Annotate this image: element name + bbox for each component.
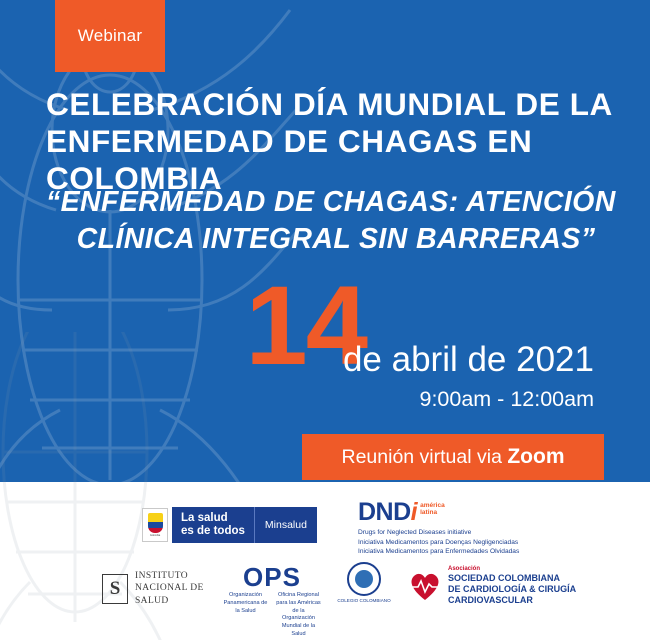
ins-name-line2: NACIONAL DE	[135, 583, 204, 594]
event-date-details	[343, 342, 594, 412]
flag-caption: Colombia	[149, 534, 161, 537]
title-line-1: CELEBRACIÓN DÍA MUNDIAL DE LA	[46, 86, 613, 122]
dndi-region	[420, 502, 445, 516]
ops-acronym: OPS	[243, 562, 301, 592]
dndi-tagline-pt: Iniciativa Medicamentos para Doenças Negligenciadas	[358, 538, 519, 546]
meeting-platform-banner[interactable]	[302, 434, 604, 480]
logo-colegio-colombiano	[336, 562, 392, 604]
dndi-brand-text: DND	[358, 498, 411, 526]
title-line-2: ENFERMEDAD DE CHAGAS EN COLOMBIA	[46, 123, 533, 197]
scc-line2: DE CARDIOLOGÍA & CIRUGÍA	[448, 583, 577, 594]
ins-monogram-icon: S	[102, 574, 128, 604]
webinar-badge	[55, 0, 165, 72]
dndi-tagline-es: Iniciativa Medicamentos para Enfermedades Olvidadas	[358, 548, 520, 556]
page-subtitle	[46, 184, 626, 258]
ins-name	[135, 570, 204, 607]
meeting-platform-text	[342, 445, 565, 469]
minsalud-slogan-line1: La salud	[181, 512, 228, 525]
dndi-region-line1: américa	[420, 501, 445, 509]
logo-sociedad-colombiana-cardiologia	[408, 566, 576, 606]
event-month-year: de abril de 2021	[342, 340, 594, 379]
scc-line3: CARDIOVASCULAR	[448, 595, 533, 606]
scc-line1: SOCIEDAD COLOMBIANA	[448, 572, 560, 583]
coat-of-arms-icon	[148, 513, 163, 533]
logo-ops	[218, 564, 326, 639]
page-title	[46, 86, 626, 197]
logo-minsalud	[142, 506, 317, 544]
ops-subtitle-left: Organización Panamericana de la Salud	[223, 592, 268, 614]
colombia-flag-icon	[142, 508, 168, 542]
minsalud-slogan-line2: es de todos	[181, 525, 245, 537]
webinar-badge-label: Webinar	[77, 26, 143, 45]
ops-subtitle	[218, 592, 326, 639]
ops-subtitle-right: Oficina Regional para las Américas de la Organización Mundial de la Salud	[276, 592, 321, 638]
seal-icon	[347, 562, 381, 596]
logo-instituto-nacional-salud	[102, 570, 204, 607]
meeting-text-prefix: Reunión virtual via	[341, 446, 508, 468]
dndi-brand-i: i	[410, 498, 418, 526]
dndi-brand	[358, 500, 417, 525]
colegio-caption: COLEGIO COLOMBIANO	[337, 598, 391, 603]
minsalud-name: Minsalud	[254, 507, 317, 543]
ins-name-line3: SALUD	[135, 595, 169, 606]
subtitle-line-2: CLÍNICA INTEGRAL SIN BARRERAS”	[76, 223, 596, 256]
event-date-block	[182, 263, 602, 428]
event-day-number: 14	[245, 263, 366, 388]
minsalud-slogan	[172, 507, 254, 543]
dndi-tagline-en: Drugs for Neglected Diseases initiative	[358, 529, 472, 536]
sponsor-footer	[0, 482, 650, 640]
dndi-region-line2: latina	[420, 509, 438, 516]
zoom-label: Zoom	[507, 445, 565, 468]
dndi-tagline	[358, 528, 598, 557]
scc-name	[448, 566, 576, 606]
subtitle-line-1: “ENFERMEDAD DE CHAGAS: ATENCIÓN	[46, 186, 616, 218]
logo-dndi	[358, 500, 598, 557]
scc-asociacion: Asociación	[448, 566, 481, 572]
heart-icon	[408, 570, 442, 602]
event-time: 9:00am - 12:00am	[419, 386, 594, 411]
ins-name-line1: INSTITUTO	[135, 571, 189, 581]
